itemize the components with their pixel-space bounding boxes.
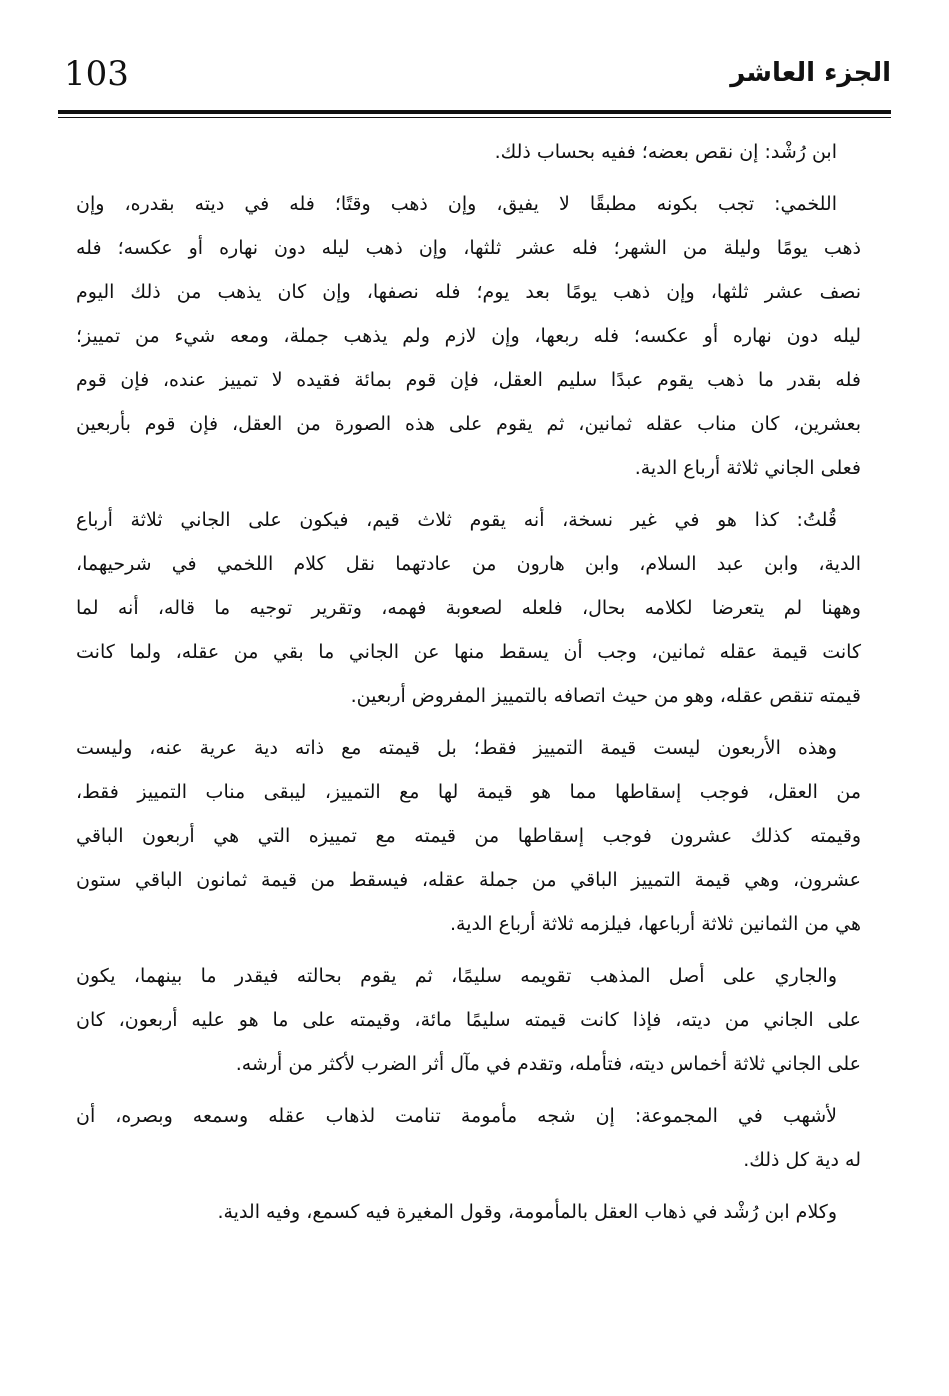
text-line: وهذه الأربعون ليست قيمة التمييز فقط؛ بل قيمته مع ذاته دية عرية عنه، وليست <box>76 737 837 759</box>
paragraph <box>76 182 861 490</box>
text-line: فله بقدر ما ذهب يقوم عبدًا سليم العقل، فإن قوم بمائة فقيده لا تمييز عنده، فإن قوم <box>76 369 861 391</box>
text-line: والجاري على أصل المذهب تقويمه سليمًا، ثم يقوم بحالته فيقدر ما بينهما، يكون <box>76 965 837 987</box>
text-line: وههنا لم يتعرضا لكلامه بحال، فلعله لصعوبة فهمه، وتقرير توجيه ما قاله، أنه لما <box>76 597 861 619</box>
text-line: الدية، وابن عبد السلام، وابن هارون من عادتهما نقل كلام اللخمي في شرحيهما، <box>76 553 861 575</box>
text-line: قُلتُ: كذا هو في غير نسخة، أنه يقوم ثلاث قيم، فيكون على الجاني ثلاثة أرباع <box>76 509 837 531</box>
text-line: قيمته تنقص عقله، وهو من حيث اتصافه بالتمييز المفروض أربعين. <box>350 685 861 707</box>
text-line: بعشرين، كان مناب عقله ثمانين، ثم يقوم على هذه الصورة من العقل، فإن قوم بأربعين <box>76 413 861 435</box>
page-number: 103 <box>64 54 129 94</box>
header-rule-thin <box>58 117 891 118</box>
paragraph <box>76 1190 861 1234</box>
running-title: الجزء العاشر <box>730 58 891 88</box>
text-line: هي من الثمانين ثلاثة أرباعها، فيلزمه ثلاثة أرباع الدية. <box>450 913 861 935</box>
text-line: نصف عشر ثلثها، وإن ذهب يومًا بعد يوم؛ فله نصفها، وإن كان يذهب من ذلك اليوم <box>76 281 861 303</box>
text-line: له دية كل ذلك. <box>743 1149 861 1171</box>
page-header <box>58 48 891 120</box>
text-line: عشرون، وهي قيمة التمييز الباقي من جملة عقله، فيسقط من قيمة ثمانون الباقي ستون <box>76 869 861 891</box>
header-rule-thick <box>58 110 891 114</box>
text-line: اللخمي: تجب بكونه مطبقًا لا يفيق، وإن ذهب وقتًا؛ فله في ديته بقدره، وإن <box>76 193 837 215</box>
text-line: على الجاني من ديته، فإذا كانت قيمته سليمًا مائة، وقيمته على ما هو عليه أربعون، كان <box>76 1009 861 1031</box>
text-line: لأشهب في المجموعة: إن شجه مأمومة تنامت لذهاب عقله وسمعه وبصره، أن <box>76 1105 837 1127</box>
text-line: ليله دون نهاره أو عكسه؛ فله ربعها، وإن لازم ولم يذهب جملة، ومعه شيء من تمييز؛ <box>76 325 861 347</box>
text-line: وكلام ابن رُشْد في ذهاب العقل بالمأمومة، وقول المغيرة فيه كسمع، وفيه الدية. <box>217 1201 837 1223</box>
text-line: فعلى الجاني ثلاثة أرباع الدية. <box>634 457 861 479</box>
paragraph <box>76 130 861 174</box>
paragraph <box>76 1094 861 1182</box>
text-line: من العقل، فوجب إسقاطها مما هو قيمة لها مع التمييز، ليبقى مناب التمييز فقط، <box>76 781 861 803</box>
paragraph <box>76 954 861 1086</box>
text-line: على الجاني ثلاثة أخماس ديته، فتأمله، وتقدم في مآل أثر الضرب لأكثر من أرشه. <box>235 1053 861 1075</box>
paragraph <box>76 498 861 718</box>
text-line: كانت قيمة عقله ثمانين، وجب أن يسقط منها عن الجاني ما بقي من عقله، ولما كانت <box>76 641 861 663</box>
page-body <box>76 130 861 1242</box>
text-line: ذهب يومًا وليلة من الشهر؛ فله عشر ثلثها، وإن ذهب ليله دون نهاره أو عكسه؛ فله <box>76 237 861 259</box>
text-line: وقيمته كذلك عشرون فوجب إسقاطها من قيمته مع تمييزه التي هي أربعون الباقي <box>76 825 861 847</box>
paragraph <box>76 726 861 946</box>
text-line: ابن رُشْد: إن نقص بعضه؛ ففيه بحساب ذلك. <box>494 141 837 163</box>
